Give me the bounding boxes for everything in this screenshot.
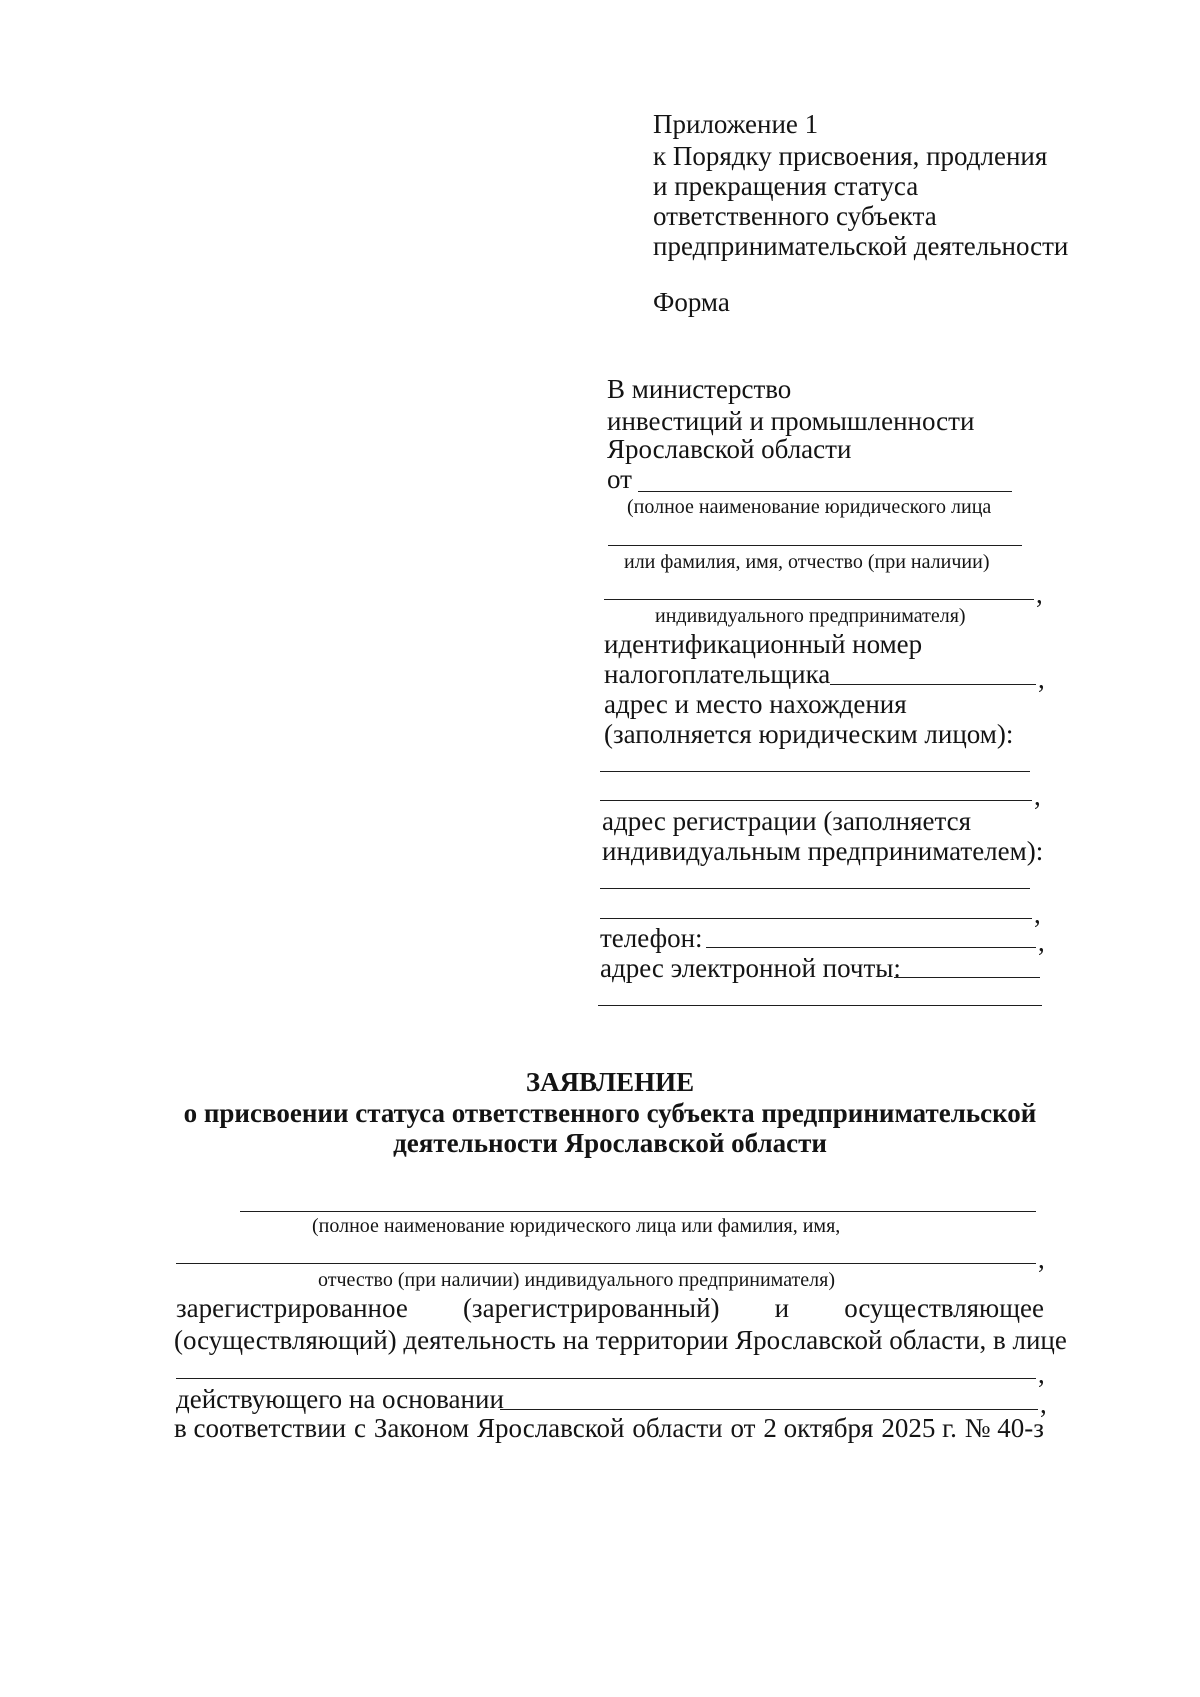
reg-fill-line-1[interactable] xyxy=(600,888,1030,889)
basis-fill-line[interactable] xyxy=(500,1409,1038,1410)
statement-caption-2: отчество (при наличии) индивидуального предпринимателя) xyxy=(318,1269,836,1291)
addressee-caption-3: индивидуального предпринимателя) xyxy=(655,605,966,627)
phone-label: телефон: xyxy=(600,923,703,953)
from-fill-line[interactable] xyxy=(638,491,1012,492)
comma: , xyxy=(1040,1389,1047,1419)
phone-fill-line[interactable] xyxy=(706,947,1036,948)
name-fill-line-3[interactable] xyxy=(604,599,1034,600)
representative-fill-line[interactable] xyxy=(176,1378,1036,1379)
statement-title: ЗАЯВЛЕНИЕ xyxy=(525,1067,695,1097)
law-word: Законом xyxy=(373,1413,470,1443)
email-fill-line-2[interactable] xyxy=(598,1005,1042,1006)
comma: , xyxy=(1034,899,1041,929)
appendix-line-1: к Порядку присвоения, продления xyxy=(653,141,1048,171)
comma: , xyxy=(1038,927,1045,957)
inn-label-2: налогоплательщика xyxy=(604,659,831,689)
email-label: адрес электронной почты: xyxy=(600,953,901,983)
law-word: с xyxy=(353,1413,366,1443)
reg-label-2: индивидуальным предпринимателем): xyxy=(602,836,1044,866)
law-word: от xyxy=(730,1413,756,1443)
appendix-line-2: и прекращения статуса xyxy=(653,171,919,201)
reg-fill-line-2[interactable] xyxy=(600,918,1032,919)
statement-subtitle-1: о присвоении статуса ответственного субъекта предпринимательской xyxy=(183,1098,1037,1128)
body-word: осуществляющее xyxy=(844,1293,1044,1323)
addressee-line-3: Ярославской области xyxy=(607,434,852,464)
addressee-caption-1: (полное наименование юридического лица xyxy=(627,496,992,518)
statement-subtitle-2: деятельности Ярославской области xyxy=(393,1128,827,1158)
address-label-2: (заполняется юридическим лицом): xyxy=(604,719,1014,749)
applicant-fill-line-1[interactable] xyxy=(240,1211,1036,1212)
law-word: области xyxy=(632,1413,723,1443)
form-label: Форма xyxy=(653,287,730,317)
law-word: 2 октября xyxy=(763,1413,874,1443)
statement-caption-1: (полное наименование юридического лица или фамилия, имя, xyxy=(312,1215,841,1237)
body-word: зарегистрированное xyxy=(176,1293,408,1323)
body-word: (зарегистрированный) xyxy=(462,1293,720,1323)
law-word: в соответствии xyxy=(174,1413,347,1443)
inn-label-1: идентификационный номер xyxy=(604,629,923,659)
address-fill-line-2[interactable] xyxy=(600,800,1032,801)
from-label: от xyxy=(607,464,632,494)
addressee-line-2: инвестиций и промышленности xyxy=(607,406,975,436)
law-word: № 40-з xyxy=(964,1413,1044,1443)
inn-fill-line[interactable] xyxy=(830,684,1036,685)
reg-label-1: адрес регистрации (заполняется xyxy=(602,806,972,836)
applicant-fill-line-2[interactable] xyxy=(176,1263,1036,1264)
addressee-line-1: В министерство xyxy=(607,374,792,404)
name-fill-line-2[interactable] xyxy=(608,545,1022,546)
comma: , xyxy=(1038,1244,1045,1274)
basis-label: действующего на основании xyxy=(176,1384,504,1414)
statement-body-line-2: (осуществляющий) деятельность на территории Ярославской области, в лице xyxy=(174,1325,1067,1355)
address-label-1: адрес и место нахождения xyxy=(604,689,907,719)
email-fill-line[interactable] xyxy=(894,977,1040,978)
address-fill-line-1[interactable] xyxy=(600,771,1030,772)
comma: , xyxy=(1034,781,1041,811)
appendix-line-3: ответственного субъекта xyxy=(653,201,937,231)
law-word: 2025 г. xyxy=(881,1413,957,1443)
comma: , xyxy=(1038,664,1045,694)
body-word: и xyxy=(774,1293,790,1323)
statement-law-line xyxy=(174,1412,1044,1444)
statement-body-line-1 xyxy=(176,1292,1044,1324)
law-word: Ярославской xyxy=(477,1413,625,1443)
comma: , xyxy=(1036,579,1043,609)
comma: , xyxy=(1038,1359,1045,1389)
appendix-line-4: предпринимательской деятельности xyxy=(653,231,1069,261)
appendix-title: Приложение 1 xyxy=(653,109,819,139)
addressee-caption-2: или фамилия, имя, отчество (при наличии) xyxy=(624,551,990,573)
